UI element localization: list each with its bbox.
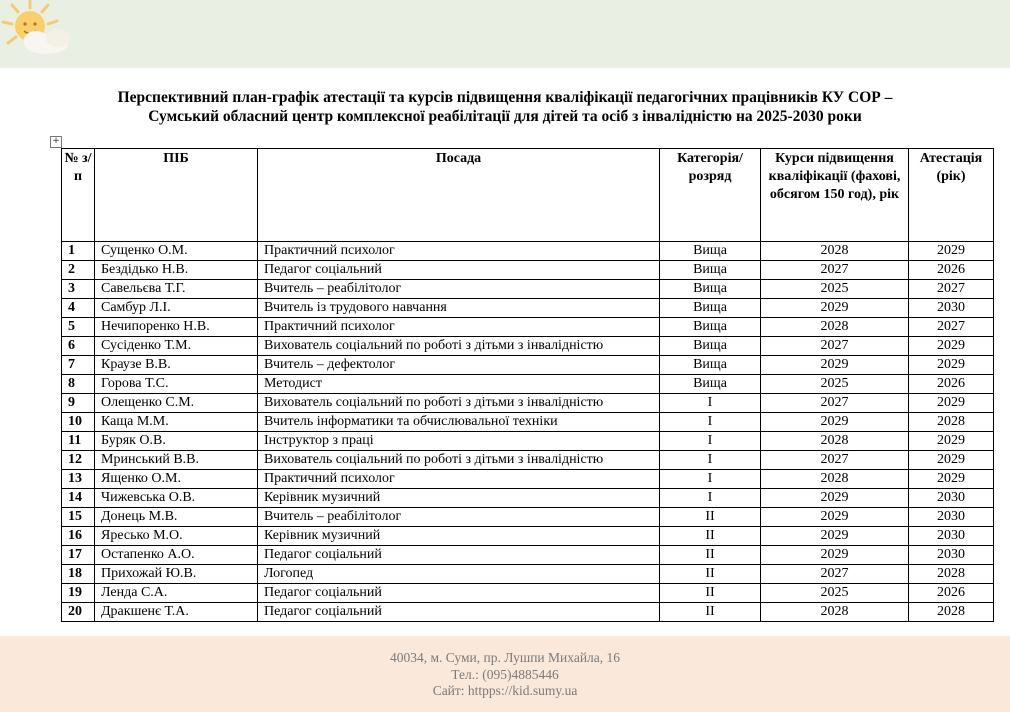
row-attestation-year: 2030 bbox=[909, 489, 994, 508]
row-number: 1 bbox=[62, 242, 95, 261]
table-row bbox=[62, 432, 994, 451]
row-courses-year: 2029 bbox=[761, 356, 909, 375]
row-name: Чижевська О.В. bbox=[95, 489, 258, 508]
row-number: 8 bbox=[62, 375, 95, 394]
table-row bbox=[62, 318, 994, 337]
row-category: І bbox=[660, 394, 761, 413]
row-position: Практичний психолог bbox=[258, 470, 660, 489]
row-attestation-year: 2029 bbox=[909, 451, 994, 470]
title-line-2: Сумський обласний центр комплексної реабілітації для дітей та осіб з інвалідністю на 2025-2030 роки bbox=[148, 108, 862, 125]
row-attestation-year: 2027 bbox=[909, 318, 994, 337]
row-name: Остапенко А.О. bbox=[95, 546, 258, 565]
table-row bbox=[62, 280, 994, 299]
footer bbox=[0, 650, 1010, 700]
row-courses-year: 2029 bbox=[761, 527, 909, 546]
row-position: Педагог соціальний bbox=[258, 546, 660, 565]
row-category: І bbox=[660, 489, 761, 508]
row-category: Вища bbox=[660, 318, 761, 337]
row-name: Бездідько Н.В. bbox=[95, 261, 258, 280]
table-header-row bbox=[62, 149, 994, 242]
header-attestation: Атестація (рік) bbox=[909, 149, 994, 242]
row-courses-year: 2025 bbox=[761, 375, 909, 394]
header-position: Посада bbox=[258, 149, 660, 242]
row-category: ІІ bbox=[660, 546, 761, 565]
row-number: 18 bbox=[62, 565, 95, 584]
title-line-1: Перспективний план-графік атестації та курсів підвищення кваліфікації педагогічних працівників КУ СОР – bbox=[117, 89, 893, 106]
row-number: 2 bbox=[62, 261, 95, 280]
row-position: Вихователь соціальний по роботі з дітьми з інвалідністю bbox=[258, 337, 660, 356]
row-number: 10 bbox=[62, 413, 95, 432]
header-no: № з/п bbox=[62, 149, 95, 242]
table-body bbox=[62, 242, 994, 622]
row-position: Логопед bbox=[258, 565, 660, 584]
row-number: 12 bbox=[62, 451, 95, 470]
row-position: Вчитель – реабілітолог bbox=[258, 280, 660, 299]
row-number: 3 bbox=[62, 280, 95, 299]
sun-logo-icon bbox=[0, 0, 80, 68]
footer-address: 40034, м. Суми, пр. Лушпи Михайла, 16 bbox=[389, 650, 621, 665]
table-row bbox=[62, 603, 994, 622]
row-position: Педагог соціальний bbox=[258, 603, 660, 622]
row-number: 4 bbox=[62, 299, 95, 318]
footer-phone: Тел.: (095)4885446 bbox=[451, 666, 559, 682]
table-row bbox=[62, 451, 994, 470]
row-position: Практичний психолог bbox=[258, 318, 660, 337]
row-category: ІІ bbox=[660, 584, 761, 603]
row-number: 13 bbox=[62, 470, 95, 489]
row-courses-year: 2028 bbox=[761, 242, 909, 261]
row-courses-year: 2028 bbox=[761, 318, 909, 337]
row-attestation-year: 2030 bbox=[909, 508, 994, 527]
row-category: Вища bbox=[660, 337, 761, 356]
row-attestation-year: 2030 bbox=[909, 546, 994, 565]
row-number: 9 bbox=[62, 394, 95, 413]
header-courses: Курси підвищення кваліфікації (фахові, обсягом 150 год), рік bbox=[761, 149, 909, 242]
row-courses-year: 2029 bbox=[761, 413, 909, 432]
table-row bbox=[62, 242, 994, 261]
table-row bbox=[62, 261, 994, 280]
header-name: ПІБ bbox=[95, 149, 258, 242]
row-attestation-year: 2026 bbox=[909, 261, 994, 280]
table-row bbox=[62, 546, 994, 565]
row-position: Педагог соціальний bbox=[258, 584, 660, 603]
row-attestation-year: 2029 bbox=[909, 356, 994, 375]
row-courses-year: 2029 bbox=[761, 508, 909, 527]
row-courses-year: 2025 bbox=[761, 280, 909, 299]
row-name: Нечипоренко Н.В. bbox=[95, 318, 258, 337]
row-courses-year: 2027 bbox=[761, 565, 909, 584]
row-number: 19 bbox=[62, 584, 95, 603]
table-row bbox=[62, 508, 994, 527]
table-row bbox=[62, 413, 994, 432]
row-category: ІІ bbox=[660, 603, 761, 622]
row-category: Вища bbox=[660, 280, 761, 299]
row-position: Практичний психолог bbox=[258, 242, 660, 261]
table-row bbox=[62, 375, 994, 394]
row-name: Сусіденко Т.М. bbox=[95, 337, 258, 356]
row-attestation-year: 2029 bbox=[909, 394, 994, 413]
move-handle-icon[interactable]: + bbox=[50, 136, 62, 148]
row-category: Вища bbox=[660, 299, 761, 318]
row-number: 5 bbox=[62, 318, 95, 337]
row-attestation-year: 2029 bbox=[909, 470, 994, 489]
row-name: Мринський В.В. bbox=[95, 451, 258, 470]
row-name: Краузе В.В. bbox=[95, 356, 258, 375]
row-courses-year: 2027 bbox=[761, 261, 909, 280]
header-category: Категорія/ розряд bbox=[660, 149, 761, 242]
row-attestation-year: 2030 bbox=[909, 299, 994, 318]
row-category: І bbox=[660, 432, 761, 451]
row-position: Керівник музичний bbox=[258, 489, 660, 508]
row-name: Олещенко С.М. bbox=[95, 394, 258, 413]
row-attestation-year: 2029 bbox=[909, 242, 994, 261]
row-attestation-year: 2030 bbox=[909, 527, 994, 546]
row-attestation-year: 2028 bbox=[909, 565, 994, 584]
row-position: Вчитель інформатики та обчислювальної техніки bbox=[258, 413, 660, 432]
row-number: 16 bbox=[62, 527, 95, 546]
row-name: Дракшенє Т.А. bbox=[95, 603, 258, 622]
header-band bbox=[0, 0, 1010, 68]
row-name: Прихожай Ю.В. bbox=[95, 565, 258, 584]
row-courses-year: 2029 bbox=[761, 299, 909, 318]
row-name: Яресько М.О. bbox=[95, 527, 258, 546]
row-category: І bbox=[660, 451, 761, 470]
row-category: Вища bbox=[660, 242, 761, 261]
row-category: І bbox=[660, 470, 761, 489]
row-attestation-year: 2026 bbox=[909, 584, 994, 603]
table-row bbox=[62, 356, 994, 375]
row-courses-year: 2029 bbox=[761, 489, 909, 508]
row-attestation-year: 2027 bbox=[909, 280, 994, 299]
document-title bbox=[0, 88, 1010, 126]
row-number: 7 bbox=[62, 356, 95, 375]
row-position: Вчитель із трудового навчання bbox=[258, 299, 660, 318]
row-name: Буряк О.В. bbox=[95, 432, 258, 451]
row-name: Донець М.В. bbox=[95, 508, 258, 527]
row-courses-year: 2028 bbox=[761, 432, 909, 451]
row-courses-year: 2028 bbox=[761, 470, 909, 489]
row-position: Вчитель – дефектолог bbox=[258, 356, 660, 375]
table-row bbox=[62, 489, 994, 508]
row-category: ІІ bbox=[660, 508, 761, 527]
row-name: Ленда С.А. bbox=[95, 584, 258, 603]
row-name: Каща М.М. bbox=[95, 413, 258, 432]
table-row bbox=[62, 470, 994, 489]
row-number: 17 bbox=[62, 546, 95, 565]
row-position: Педагог соціальний bbox=[258, 261, 660, 280]
row-name: Савельєва Т.Г. bbox=[95, 280, 258, 299]
row-number: 14 bbox=[62, 489, 95, 508]
table-row bbox=[62, 527, 994, 546]
row-courses-year: 2029 bbox=[761, 546, 909, 565]
row-position: Вихователь соціальний по роботі з дітьми з інвалідністю bbox=[258, 451, 660, 470]
footer-site: Сайт: httpps://kid.sumy.ua bbox=[432, 683, 578, 698]
row-category: І bbox=[660, 413, 761, 432]
row-courses-year: 2025 bbox=[761, 584, 909, 603]
row-category: ІІ bbox=[660, 527, 761, 546]
table-row bbox=[62, 394, 994, 413]
row-category: Вища bbox=[660, 356, 761, 375]
row-courses-year: 2027 bbox=[761, 451, 909, 470]
row-courses-year: 2027 bbox=[761, 394, 909, 413]
row-position: Інструктор з праці bbox=[258, 432, 660, 451]
row-number: 6 bbox=[62, 337, 95, 356]
row-attestation-year: 2026 bbox=[909, 375, 994, 394]
row-attestation-year: 2028 bbox=[909, 603, 994, 622]
row-number: 20 bbox=[62, 603, 95, 622]
table-row bbox=[62, 565, 994, 584]
row-name: Сущенко О.М. bbox=[95, 242, 258, 261]
row-attestation-year: 2029 bbox=[909, 432, 994, 451]
row-category: ІІ bbox=[660, 565, 761, 584]
row-position: Методист bbox=[258, 375, 660, 394]
table-row bbox=[62, 584, 994, 603]
row-position: Вихователь соціальний по роботі з дітьми з інвалідністю bbox=[258, 394, 660, 413]
row-attestation-year: 2028 bbox=[909, 413, 994, 432]
row-courses-year: 2028 bbox=[761, 603, 909, 622]
row-number: 15 bbox=[62, 508, 95, 527]
row-name: Ященко О.М. bbox=[95, 470, 258, 489]
attestation-table bbox=[61, 148, 994, 622]
row-attestation-year: 2029 bbox=[909, 337, 994, 356]
row-name: Самбур Л.І. bbox=[95, 299, 258, 318]
row-courses-year: 2027 bbox=[761, 337, 909, 356]
row-name: Горова Т.С. bbox=[95, 375, 258, 394]
row-number: 11 bbox=[62, 432, 95, 451]
row-position: Вчитель – реабілітолог bbox=[258, 508, 660, 527]
table-row bbox=[62, 337, 994, 356]
row-category: Вища bbox=[660, 375, 761, 394]
row-position: Керівник музичний bbox=[258, 527, 660, 546]
row-category: Вища bbox=[660, 261, 761, 280]
table-row bbox=[62, 299, 994, 318]
